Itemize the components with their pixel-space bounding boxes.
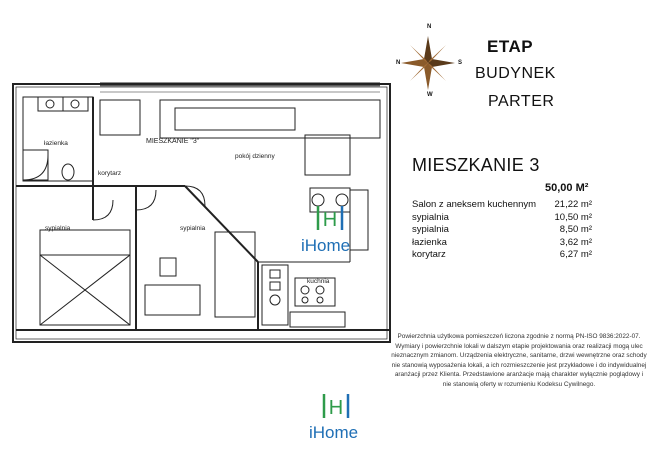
room-list: [412, 199, 602, 262]
room-name: łazienka: [412, 236, 447, 248]
compass-n: N: [427, 24, 432, 30]
header-building: BUDYNEK: [475, 65, 556, 82]
ihome-logo-icon: [318, 388, 354, 424]
plan-label-korytarz: korytarz: [98, 170, 122, 177]
ihome-brand-bottom: iHome: [309, 423, 359, 442]
header-etap: ETAP: [487, 37, 534, 56]
ihome-logo-bottom: [318, 388, 354, 424]
room-name: sypialnia: [412, 211, 449, 223]
room-row: [412, 224, 602, 237]
room-name: Salon z aneksem kuchennym: [412, 199, 537, 210]
compass-e: S: [458, 60, 463, 66]
room-name: sypialnia: [412, 224, 449, 235]
svg-text:H: H: [328, 397, 344, 419]
room-row: [412, 212, 602, 225]
plan-label-sypialnia-1: sypialnia: [45, 225, 71, 232]
room-area: 3,62 m²: [559, 236, 592, 248]
header-floor: PARTER: [488, 93, 555, 110]
plan-label-pokoj: pokój dzienny: [235, 153, 275, 160]
compass-s: W: [427, 92, 433, 98]
ihome-brand-plan: iHome: [301, 236, 351, 255]
room-row: [412, 249, 602, 262]
room-area: 8,50 m²: [559, 224, 592, 235]
compass-w: N: [396, 60, 401, 66]
ihome-logo-plan: [312, 200, 348, 236]
room-area: 6,27 m²: [559, 249, 592, 260]
ihome-mark-icon: [312, 200, 348, 236]
disclaimer-text: Powierzchnia użytkowa pomieszczeń liczona zgodnie z normą PN-ISO 9836:2022-07. Wymiary i powierzchnie lokali w dalszym etapie projektowania oraz realizacji mogą ulec nieznacznym zmianom. Urządzenia elektryczne, sanitarne, drzwi wewnętrzne oraz schody nie stanowią wyposażenia lokali, a ich rozmieszczenie jest przykładowe i do indywidualnej aranżacji przez Klienta. Przedstawione aranżacje mają charakter wyłącznie poglądowy i nie stanowią oferty w rozumieniu Kodeksu Cywilnego.: [391, 333, 647, 388]
room-area: 10,50 m²: [554, 211, 592, 223]
room-area: 21,22 m²: [554, 199, 592, 210]
plan-label-mieszkanie: MIESZKANIE "3": [146, 138, 200, 145]
compass-icon: [395, 30, 461, 96]
compass-rose: [395, 30, 461, 96]
apartment-total-area: 50,00 M²: [545, 182, 589, 194]
room-row: [412, 199, 602, 212]
room-row: [412, 237, 602, 250]
room-name: korytarz: [412, 249, 446, 260]
plan-label-kuchnia: kuchnia: [307, 278, 330, 285]
logo-letter: H: [322, 209, 338, 231]
bathroom-area: [23, 97, 93, 181]
plan-label-sypialnia-2: sypialnia: [180, 225, 206, 232]
apartment-title: MIESZKANIE 3: [412, 155, 540, 175]
plan-label-lazienka: łazienka: [44, 140, 68, 147]
